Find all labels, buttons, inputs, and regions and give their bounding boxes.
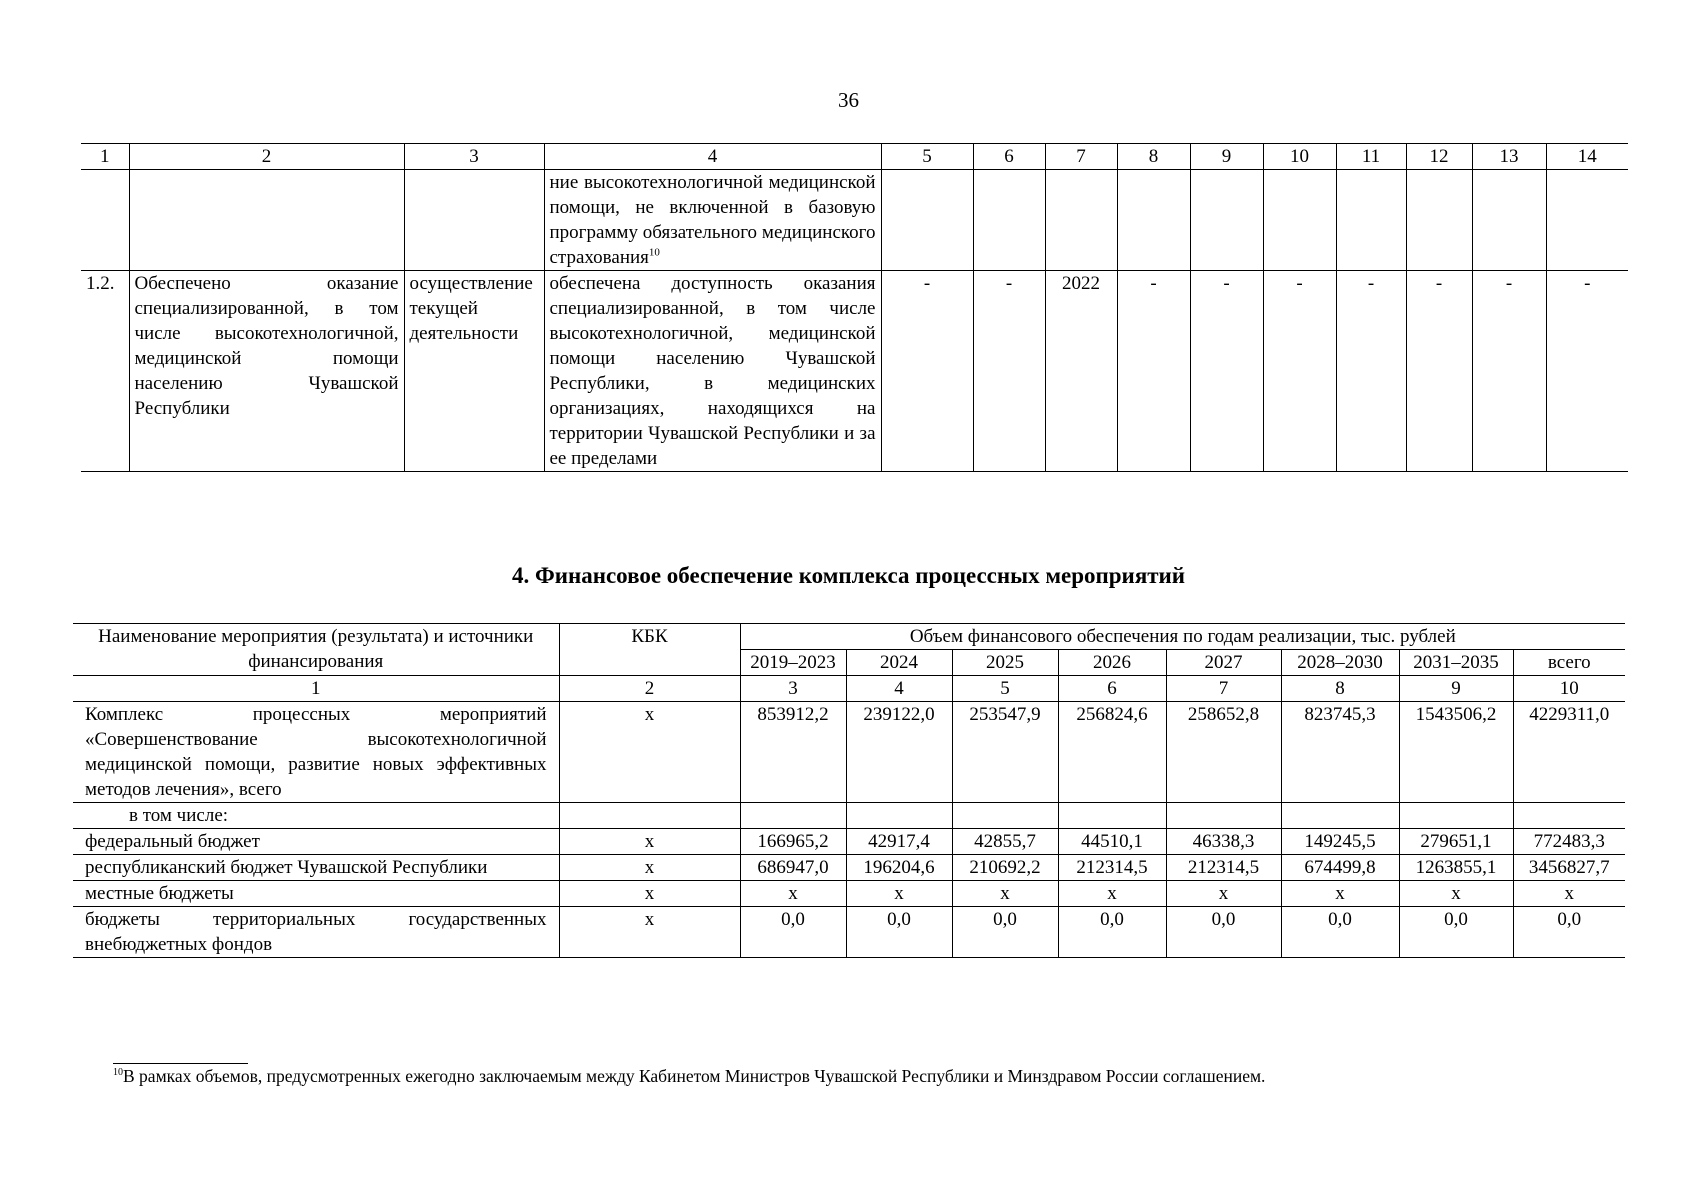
amount-cell: x xyxy=(1513,881,1625,907)
column-number: 13 xyxy=(1472,144,1546,170)
amount-cell: x xyxy=(952,881,1058,907)
table-row xyxy=(81,170,1628,271)
kbk-cell: x xyxy=(559,702,740,803)
column-number: 4 xyxy=(544,144,881,170)
amount-cell: x xyxy=(1281,881,1399,907)
column-number: 8 xyxy=(1117,144,1190,170)
footnote xyxy=(113,1066,1265,1087)
column-number: 1 xyxy=(81,144,129,170)
footnote-marker: 10 xyxy=(113,1067,123,1079)
cell-value: - xyxy=(1190,271,1263,472)
column-number: 7 xyxy=(1166,676,1281,702)
column-number: 2 xyxy=(129,144,404,170)
footnote-text: В рамках объемов, предусмотренных ежегодно заключаемым между Кабинетом Министров Чувашской Республики и Минздравом России соглашением. xyxy=(123,1066,1266,1086)
column-number: 7 xyxy=(1045,144,1117,170)
table-row xyxy=(81,271,1628,472)
cell-value: - xyxy=(1336,271,1406,472)
row-name: в том числе: xyxy=(73,803,559,829)
amount-cell: 853912,2 xyxy=(740,702,846,803)
amount-cell: 210692,2 xyxy=(952,855,1058,881)
cell-value: 2022 xyxy=(1045,271,1117,472)
amount-cell: 256824,6 xyxy=(1058,702,1166,803)
row-name: Комплекс процессных мероприятий «Совершенствование высокотехнологичной медицинской помощи, развитие новых эффективных методов лечения», всего xyxy=(73,702,559,803)
table-row xyxy=(73,881,1625,907)
column-number: 5 xyxy=(881,144,973,170)
column-number: 4 xyxy=(846,676,952,702)
result-name: Обеспечено оказание специализированной, в том числе высокотехнологичной, медицинской помощи населению Чувашской Республики xyxy=(129,271,404,472)
amount-cell: 0,0 xyxy=(952,907,1058,958)
year-header: 2031–2035 xyxy=(1399,650,1513,676)
column-number: 12 xyxy=(1406,144,1472,170)
column-number: 10 xyxy=(1513,676,1625,702)
table-row xyxy=(73,855,1625,881)
kbk-cell: x xyxy=(559,907,740,958)
column-number: 6 xyxy=(1058,676,1166,702)
kbk-cell: x xyxy=(559,881,740,907)
amount-cell: 0,0 xyxy=(846,907,952,958)
table-row xyxy=(73,702,1625,803)
result-description: ние высокотехнологичной медицинской помощи, не включенной в базовую программу обязательного медицинского страхования$^{10}$ xyxy=(544,170,881,271)
results-table xyxy=(81,143,1628,472)
amount-cell: 772483,3 xyxy=(1513,829,1625,855)
table-row xyxy=(73,907,1625,958)
section-title: 4. Финансовое обеспечение комплекса процессных мероприятий xyxy=(511,563,1186,588)
amount-cell: 279651,1 xyxy=(1399,829,1513,855)
cell-value: - xyxy=(1263,271,1336,472)
table-row xyxy=(73,829,1625,855)
amount-cell: 0,0 xyxy=(1399,907,1513,958)
column-header-volume: Объем финансового обеспечения по годам реализации, тыс. рублей xyxy=(740,624,1625,650)
page-number: 36 xyxy=(838,88,859,112)
column-number: 2 xyxy=(559,676,740,702)
amount-cell: 1543506,2 xyxy=(1399,702,1513,803)
amount-cell: 149245,5 xyxy=(1281,829,1399,855)
column-number: 14 xyxy=(1546,144,1628,170)
column-number: 1 xyxy=(73,676,559,702)
cell-value: - xyxy=(881,271,973,472)
column-header-name: Наименование мероприятия (результата) и источники финансирования xyxy=(73,624,559,676)
column-number: 10 xyxy=(1263,144,1336,170)
column-number: 9 xyxy=(1190,144,1263,170)
amount-cell: 0,0 xyxy=(1166,907,1281,958)
year-header: 2024 xyxy=(846,650,952,676)
amount-cell: 823745,3 xyxy=(1281,702,1399,803)
year-header: всего xyxy=(1513,650,1625,676)
result-type: осуществление текущей деятельности xyxy=(404,271,544,472)
year-header: 2019–2023 xyxy=(740,650,846,676)
cell-value: - xyxy=(1472,271,1546,472)
column-number: 3 xyxy=(404,144,544,170)
column-number-row xyxy=(81,144,1628,170)
year-header: 2026 xyxy=(1058,650,1166,676)
result-description: обеспечена доступность оказания специализированной, в том числе высокотехнологичной, медицинской помощи населению Чувашской Республики, в медицинских организациях, находящихся на территории Чувашской Республики и за ее пределами xyxy=(544,271,881,472)
amount-cell: x xyxy=(1166,881,1281,907)
amount-cell: 1263855,1 xyxy=(1399,855,1513,881)
amount-cell: x xyxy=(1058,881,1166,907)
amount-cell: 0,0 xyxy=(740,907,846,958)
column-number: 9 xyxy=(1399,676,1513,702)
row-number: 1.2. xyxy=(81,271,129,472)
column-number: 11 xyxy=(1336,144,1406,170)
amount-cell: 212314,5 xyxy=(1166,855,1281,881)
amount-cell: 212314,5 xyxy=(1058,855,1166,881)
table-row xyxy=(73,803,1625,829)
amount-cell: 196204,6 xyxy=(846,855,952,881)
cell-value: - xyxy=(1406,271,1472,472)
amount-cell: 4229311,0 xyxy=(1513,702,1625,803)
amount-cell: 239122,0 xyxy=(846,702,952,803)
row-name: федеральный бюджет xyxy=(73,829,559,855)
footnote-separator xyxy=(113,1063,248,1064)
amount-cell: 253547,9 xyxy=(952,702,1058,803)
amount-cell: 0,0 xyxy=(1513,907,1625,958)
header-row xyxy=(73,624,1625,650)
kbk-cell: x xyxy=(559,855,740,881)
amount-cell: 0,0 xyxy=(1281,907,1399,958)
column-number: 6 xyxy=(973,144,1045,170)
amount-cell: 0,0 xyxy=(1058,907,1166,958)
column-number: 3 xyxy=(740,676,846,702)
kbk-cell: x xyxy=(559,829,740,855)
amount-cell: 674499,8 xyxy=(1281,855,1399,881)
amount-cell: x xyxy=(740,881,846,907)
year-header: 2027 xyxy=(1166,650,1281,676)
amount-cell: 46338,3 xyxy=(1166,829,1281,855)
amount-cell: 686947,0 xyxy=(740,855,846,881)
row-name: бюджеты территориальных государственных внебюджетных фондов xyxy=(73,907,559,958)
column-number: 8 xyxy=(1281,676,1399,702)
amount-cell: 3456827,7 xyxy=(1513,855,1625,881)
amount-cell: 42855,7 xyxy=(952,829,1058,855)
amount-cell: 42917,4 xyxy=(846,829,952,855)
year-header: 2025 xyxy=(952,650,1058,676)
row-name: республиканский бюджет Чувашской Республики xyxy=(73,855,559,881)
column-number: 5 xyxy=(952,676,1058,702)
amount-cell: 258652,8 xyxy=(1166,702,1281,803)
row-name: местные бюджеты xyxy=(73,881,559,907)
cell-value: - xyxy=(1117,271,1190,472)
column-number-row xyxy=(73,676,1625,702)
amount-cell: 166965,2 xyxy=(740,829,846,855)
column-header-kbk: КБК xyxy=(559,624,740,676)
financing-table xyxy=(73,623,1625,958)
amount-cell: x xyxy=(1399,881,1513,907)
amount-cell: x xyxy=(846,881,952,907)
amount-cell: 44510,1 xyxy=(1058,829,1166,855)
year-header: 2028–2030 xyxy=(1281,650,1399,676)
cell-value: - xyxy=(973,271,1045,472)
cell-value: - xyxy=(1546,271,1628,472)
